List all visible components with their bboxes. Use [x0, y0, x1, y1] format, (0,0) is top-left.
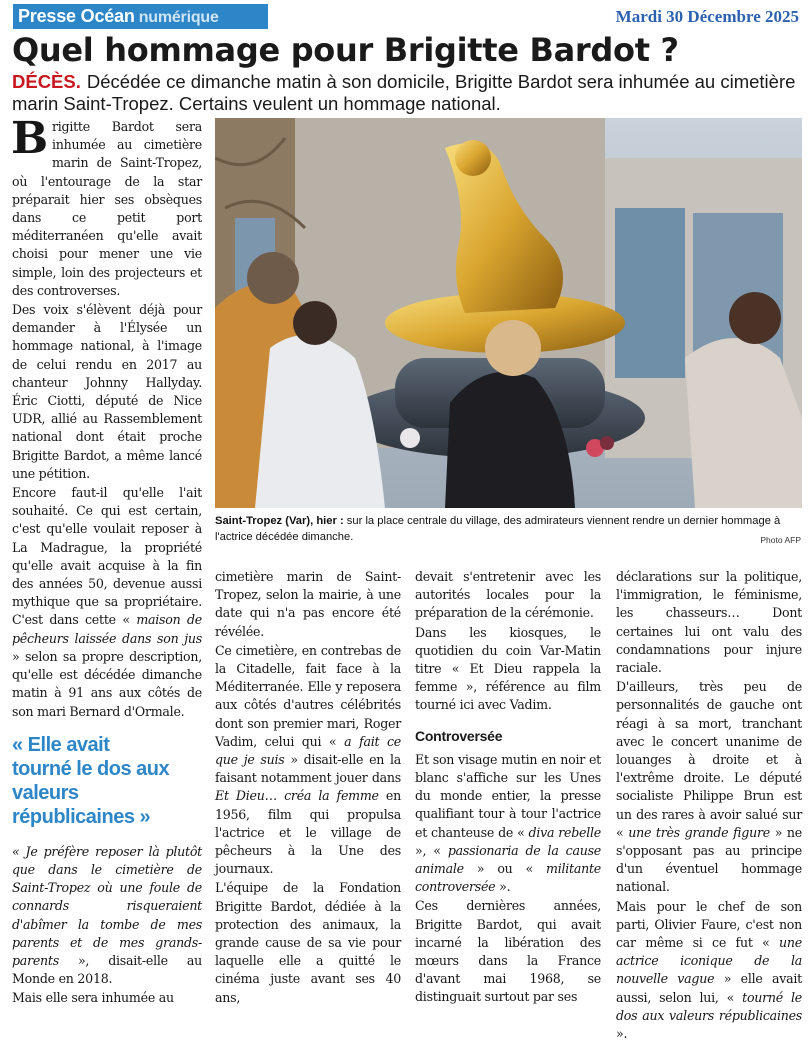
caption-lead: Saint-Tropez (Var), hier : — [215, 515, 344, 527]
paragraph: cimetière marin de Saint-Tropez, selon la mairie, à une date qui n'a pas encore été révélée. — [215, 569, 401, 639]
paragraph-text: en 1956, film qui propulsa l'actrice et le village de pêcheurs à la Une des journaux. — [215, 788, 401, 877]
paragraph-text: Mais pour le chef de son parti, Olivier Faure, c'est non car même si ce fut « — [616, 898, 802, 951]
paragraph-text: » ou « — [463, 861, 533, 877]
paragraph-text: ». — [495, 879, 511, 895]
paragraph — [11, 113, 202, 300]
article-column-1 — [11, 113, 202, 1009]
paragraph — [616, 898, 802, 1044]
paragraph-text: », « — [415, 842, 441, 858]
photo-caption — [215, 513, 802, 545]
paragraph — [616, 678, 802, 896]
article-column-2 — [215, 568, 401, 1008]
film-title: Et Dieu… créa la femme — [215, 788, 379, 804]
caption-text: sur la place centrale du village, des admirateurs viennent rendre un dernier hommage à l'actrice décédée dimanche. — [215, 515, 781, 543]
article-column-3 — [415, 568, 601, 1008]
kicker: DÉCÈS. — [12, 71, 81, 92]
paragraph: Dans les kiosques, le quotidien du coin Var-Matin titre « Et Dieu rappela la femme », référence au film tourné ici avec Vadim. — [415, 624, 601, 713]
italic-text: militante controversée — [415, 861, 601, 895]
paragraph: Mais elle sera inhumée au — [12, 990, 174, 1006]
paragraph-text: rigitte Bardot sera inhumée au cimetière marin de Saint-Tropez, où l'entourage de la star préparait hier ses obsèques dans ce petit port méditerranéen qu'elle avait choisi pour mener une vie simple, loin des projecteurs et des controverses. — [12, 119, 202, 298]
italic-text: a fait ce que je suis — [215, 733, 401, 768]
paragraph-text: Et son visage mutin en noir et blanc s'affiche sur les Unes du monde entier, la presse qualifiant tour à tour l'actrice et chanteuse de « — [415, 751, 601, 840]
italic-text: diva rebelle — [524, 824, 601, 840]
italic-text: une actrice iconique de la nouvelle vague — [616, 935, 802, 987]
paragraph: Des voix s'élèvent déjà pour demander à l'Élysée un hommage national, à l'image de celui rendu en 2017 au chanteur Johnny Hallyday. Éric Ciotti, député de Nice UDR, allié au Rassemblement national dont était proche Brigitte Bardot, a même lancé une pétition. — [12, 302, 202, 481]
paragraph — [415, 751, 601, 897]
paragraph — [12, 484, 202, 721]
masthead-logo — [13, 4, 268, 29]
italic-text: tourné le dos aux valeurs républicaines — [616, 989, 802, 1023]
italic-text: « Je préfère reposer là plutôt que dans le cimetière de Saint-Tropez où une foule de connards risqueraient d'abîmer la tombe de mes parents et de mes grands-parents — [12, 843, 202, 968]
paragraph-text: Encore faut-il qu'elle l'ait souhaité. Ce qui est certain, c'est qu'elle voulait reposer à La Madrague, la propriété qu'elle avait acquise à la fin des années 50, devenue aussi mythique que sa propriétaire. C'est dans cette « — [12, 485, 202, 628]
paragraph-text: » disait-elle en la faisant notamment jouer dans — [215, 752, 402, 786]
headline: Quel hommage pour Brigitte Bardot ? — [12, 31, 679, 69]
issue-date: Mardi 30 Décembre 2025 — [615, 7, 799, 26]
paragraph: devait s'entretenir avec les autorités locales pour la préparation de la cérémonie. — [415, 569, 601, 621]
article-photo — [215, 118, 802, 508]
drop-cap: B — [11, 113, 48, 164]
paragraph-text: » ne s'opposant pas au principe d'un éventuel hommage national. — [616, 824, 802, 895]
section-subhead: Controversée — [415, 727, 503, 744]
photo-illustration — [215, 118, 802, 508]
paragraph-text: » selon sa propre description, qu'elle est décédée dimanche matin à 91 ans aux côtés de son mari Bernard d'Ormale. — [12, 648, 202, 719]
paragraph-text: ». — [616, 1026, 628, 1042]
paragraph-text: D'ailleurs, très peu de personnalités de gauche ont réagi à sa mort, tranchant avec le concert unanime de louanges à droite et à l'extrême droite. Le député socialiste Philippe Brun est un des rares à avoir salué sur « — [616, 679, 802, 840]
standfirst — [12, 71, 802, 115]
paragraph: L'équipe de la Fondation Brigitte Bardot, dédiée à la protection des animaux, la grande cause de sa vie pour laquelle elle a quitté le cinéma juste avant ses 40 ans, — [215, 880, 401, 1005]
paragraph — [12, 843, 202, 989]
paragraph — [215, 642, 401, 879]
italic-text: une très grande figure — [623, 824, 770, 840]
paragraph-text: », disait-elle au Monde en 2018. — [12, 952, 202, 987]
paragraph-text: Ce cimetière, en contrebas de la Citadelle, fait face à la Méditerranée. Elle y reposera aux côtés d'autres célébrités dont son premier mari, Roger Vadim, celui qui « — [215, 642, 401, 749]
paragraph: Ces dernières années, Brigitte Bardot, qui avait incarné la libération des mœurs dans la France d'avant mai 1968, se distinguait surtout par ses — [415, 898, 601, 1005]
italic-text: maison de pêcheurs laissée dans son jus — [12, 612, 202, 646]
photo-credit: Photo AFP — [760, 535, 801, 545]
paragraph-text: » elle avait aussi, selon lui, « — [616, 971, 802, 1005]
standfirst-text: Décédée ce dimanche matin à son domicile, Brigitte Bardot sera inhumée au cimetière marin Saint-Tropez. Certains veulent un hommage national. — [12, 71, 796, 114]
article-column-4 — [616, 568, 802, 1044]
logo-subtitle: numérique — [138, 9, 219, 26]
logo-title: Presse Océan — [18, 6, 135, 26]
pull-quote: « Elle avait tourné le dos aux valeurs républicaines » — [12, 733, 170, 828]
italic-text: passionaria de la cause animale — [415, 842, 601, 877]
paragraph: déclarations sur la politique, l'immigration, le féminisme, les chasseurs… Dont certaines lui ont valu des condamnations pour injure raciale. — [616, 569, 802, 676]
